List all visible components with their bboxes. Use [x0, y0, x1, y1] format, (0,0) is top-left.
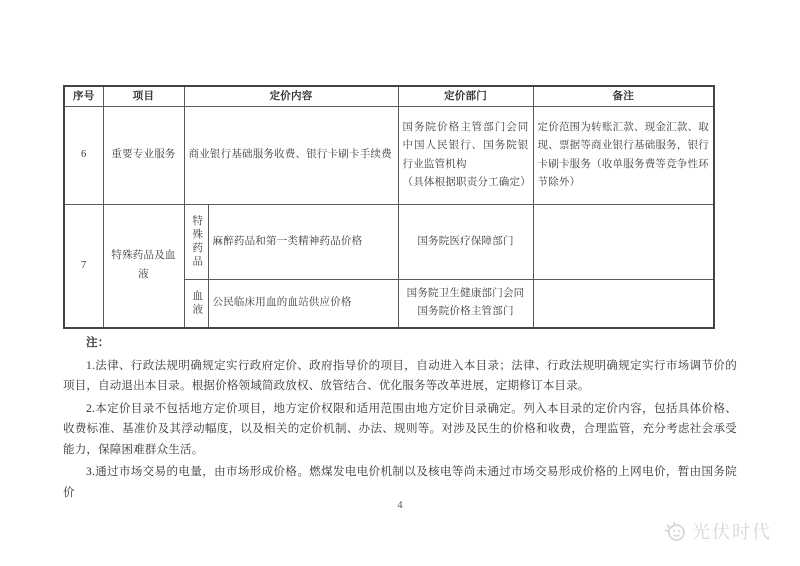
- header-cell-number: 序号: [64, 86, 103, 107]
- notes-heading: 注：: [86, 337, 110, 349]
- remark-cell: [533, 205, 714, 280]
- table-header-row: [64, 86, 714, 107]
- department-note-text: （具体根据职责分工确定）: [402, 176, 531, 188]
- pricing-department-cell: 国务院卫生健康部门会同国务院价格主管部门: [398, 280, 533, 328]
- pricing-department-cell: [398, 107, 533, 205]
- number-cell: 6: [64, 107, 103, 205]
- note-item-1: 1.法律、行政法规明确规定实行政府定价、政府指导价的项目，自动进入本目录；法律、行政法规明确规定实行市场调节价的项目，自动退出本目录。根据价格领域简政放权、放管结合、优化服务等改革进展，定期修订本目录。: [63, 359, 737, 392]
- watermark: [662, 518, 772, 544]
- pricing-content-cell: 商业银行基础服务收费、银行卡刷卡手续费: [184, 107, 398, 205]
- remark-cell: [533, 280, 714, 328]
- project-cell: 重要专业服务: [103, 107, 184, 205]
- table-row-7-special-drugs: [64, 205, 714, 280]
- header-cell-pricing-content: 定价内容: [184, 86, 398, 107]
- header-cell-remark: 备注: [533, 86, 714, 107]
- note-item-3: 3.通过市场交易的电量，由市场形成价格。燃煤发电电价机制以及核电等尚未通过市场交易形成价格的上网电价，暂由国务院价: [63, 466, 737, 499]
- subcategory-label-cell: 特殊药品: [184, 205, 208, 280]
- subcategory-label-cell: 血液: [184, 280, 208, 328]
- header-cell-pricing-department: 定价部门: [398, 86, 533, 107]
- table-row-6: [64, 107, 714, 205]
- pricing-catalog-table: [63, 85, 715, 329]
- pricing-content-cell: 麻醉药品和第一类精神药品价格: [208, 205, 398, 280]
- page-number: 4: [397, 500, 403, 511]
- pricing-department-cell: 国务院医疗保障部门: [398, 205, 533, 280]
- header-cell-project: 项目: [103, 86, 184, 107]
- note-item-2: 2.本定价目录不包括地方定价项目，地方定价权限和适用范围由地方定价目录确定。列入本目录的定价内容，包括具体价格、收费标准、基准价及其浮动幅度，以及相关的定价机制、办法、规则等。对涉及民生的价格和收费，合理监管，充分考虑社会承受能力，保障困难群众生活。: [63, 402, 737, 456]
- pricing-content-cell: 公民临床用血的血站供应价格: [208, 280, 398, 328]
- notes-section: [63, 333, 737, 503]
- project-cell: 特殊药品及血液: [103, 205, 184, 328]
- number-cell: 7: [64, 205, 103, 328]
- sun-smiley-icon: [662, 518, 688, 544]
- department-main-text: 国务院价格主管部门会同中国人民银行、国务院银行业监管机构: [402, 121, 529, 170]
- watermark-text: 光伏时代: [692, 522, 772, 542]
- remark-cell: 定价范围为转账汇款、现金汇款、取现、票据等商业银行基础服务，银行卡刷卡服务（收单服务费等竞争性环节除外）: [533, 107, 714, 205]
